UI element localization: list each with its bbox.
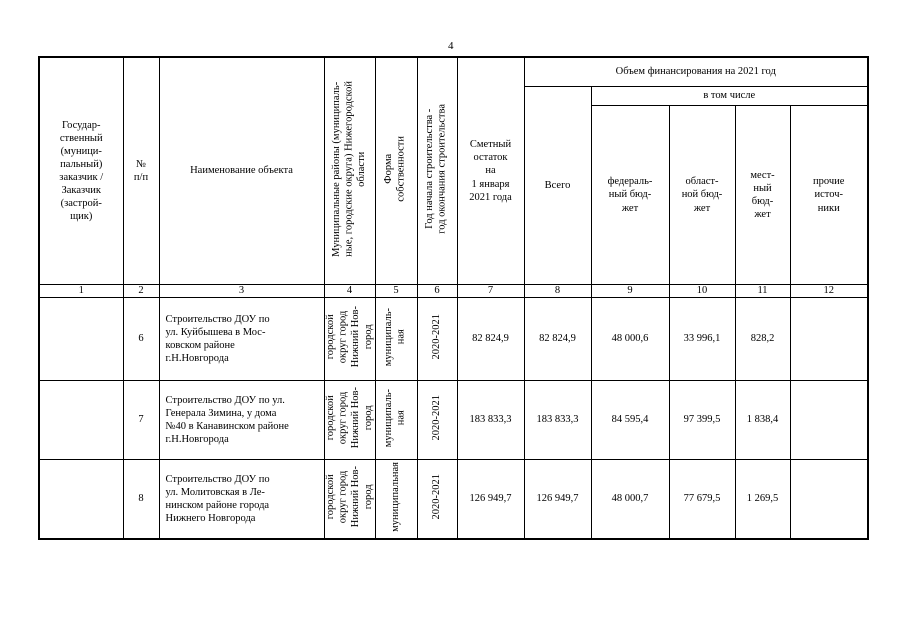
cell-object-name: Строительство ДОУ по ул. Молитовская в Ле- нинском районе города Нижнего Новгорода [159,460,324,540]
header-financing: Объем финансирования на 2021 год [524,57,868,87]
cell-federal: 48 000,6 [591,298,669,381]
header-districts: Муниципальные районы (муниципаль- ные, городские округа) Нижегородской области [324,57,375,285]
cell-local: 828,2 [735,298,790,381]
header-object-name: Наименование объекта [159,57,324,285]
column-number: 5 [375,285,417,298]
column-number: 12 [790,285,868,298]
header-federal: федераль- ный бюд- жет [591,106,669,285]
column-number: 9 [591,285,669,298]
cell-regional: 77 679,5 [669,460,735,540]
cell-regional: 33 996,1 [669,298,735,381]
header-years: Год начала строительства - год окончания строительства [417,57,457,285]
cell-ownership: муниципаль- ная [375,381,417,460]
column-number: 3 [159,285,324,298]
header-total: Всего [524,87,591,285]
cell-years: 2020-2021 [417,298,457,381]
cell-customer [39,298,123,381]
cell-customer [39,381,123,460]
header-local: мест- ный бюд- жет [735,106,790,285]
cell-balance: 183 833,3 [457,381,524,460]
column-number: 2 [123,285,159,298]
cell-number: 6 [123,298,159,381]
cell-object-name: Строительство ДОУ по ул. Куйбышева в Мос- ковском районе г.Н.Новгорода [159,298,324,381]
cell-district: городской округ город Нижний Нов- город [324,298,375,381]
cell-local: 1 838,4 [735,381,790,460]
cell-number: 8 [123,460,159,540]
header-number: № п/п [123,57,159,285]
cell-years: 2020-2021 [417,460,457,540]
column-number: 4 [324,285,375,298]
header-regional: област- ной бюд- жет [669,106,735,285]
cell-total: 82 824,9 [524,298,591,381]
cell-number: 7 [123,381,159,460]
header-other: прочие источ- ники [790,106,868,285]
cell-other [790,381,868,460]
cell-local: 1 269,5 [735,460,790,540]
cell-years: 2020-2021 [417,381,457,460]
cell-object-name: Строительство ДОУ по ул. Генерала Зимина, у дома №40 в Канавинском районе г.Н.Новгорода [159,381,324,460]
header-balance: Сметный остаток на 1 января 2021 года [457,57,524,285]
column-number: 6 [417,285,457,298]
column-number: 1 [39,285,123,298]
table-row [39,460,868,540]
financing-table [38,56,869,540]
cell-balance: 82 824,9 [457,298,524,381]
header-customer: Государ- ственный (муници- пальный) заказчик / Заказчик (застрой- щик) [39,57,123,285]
header-ownership: Форма собственности [375,57,417,285]
page-number: 4 [448,40,454,52]
column-number: 11 [735,285,790,298]
column-numbers-row [39,285,868,298]
column-number: 8 [524,285,591,298]
cell-other [790,460,868,540]
cell-balance: 126 949,7 [457,460,524,540]
cell-ownership: муниципаль- ная [375,298,417,381]
cell-other [790,298,868,381]
cell-customer [39,460,123,540]
cell-total: 126 949,7 [524,460,591,540]
cell-district: городской округ город Нижний Нов- город [324,381,375,460]
header-including: в том числе [591,87,868,106]
cell-ownership: муниципальная [375,460,417,540]
column-number: 7 [457,285,524,298]
cell-total: 183 833,3 [524,381,591,460]
cell-federal: 48 000,7 [591,460,669,540]
cell-federal: 84 595,4 [591,381,669,460]
table-row [39,381,868,460]
column-number: 10 [669,285,735,298]
table-row [39,298,868,381]
cell-district: городской округ город Нижний Нов- город [324,460,375,540]
cell-regional: 97 399,5 [669,381,735,460]
